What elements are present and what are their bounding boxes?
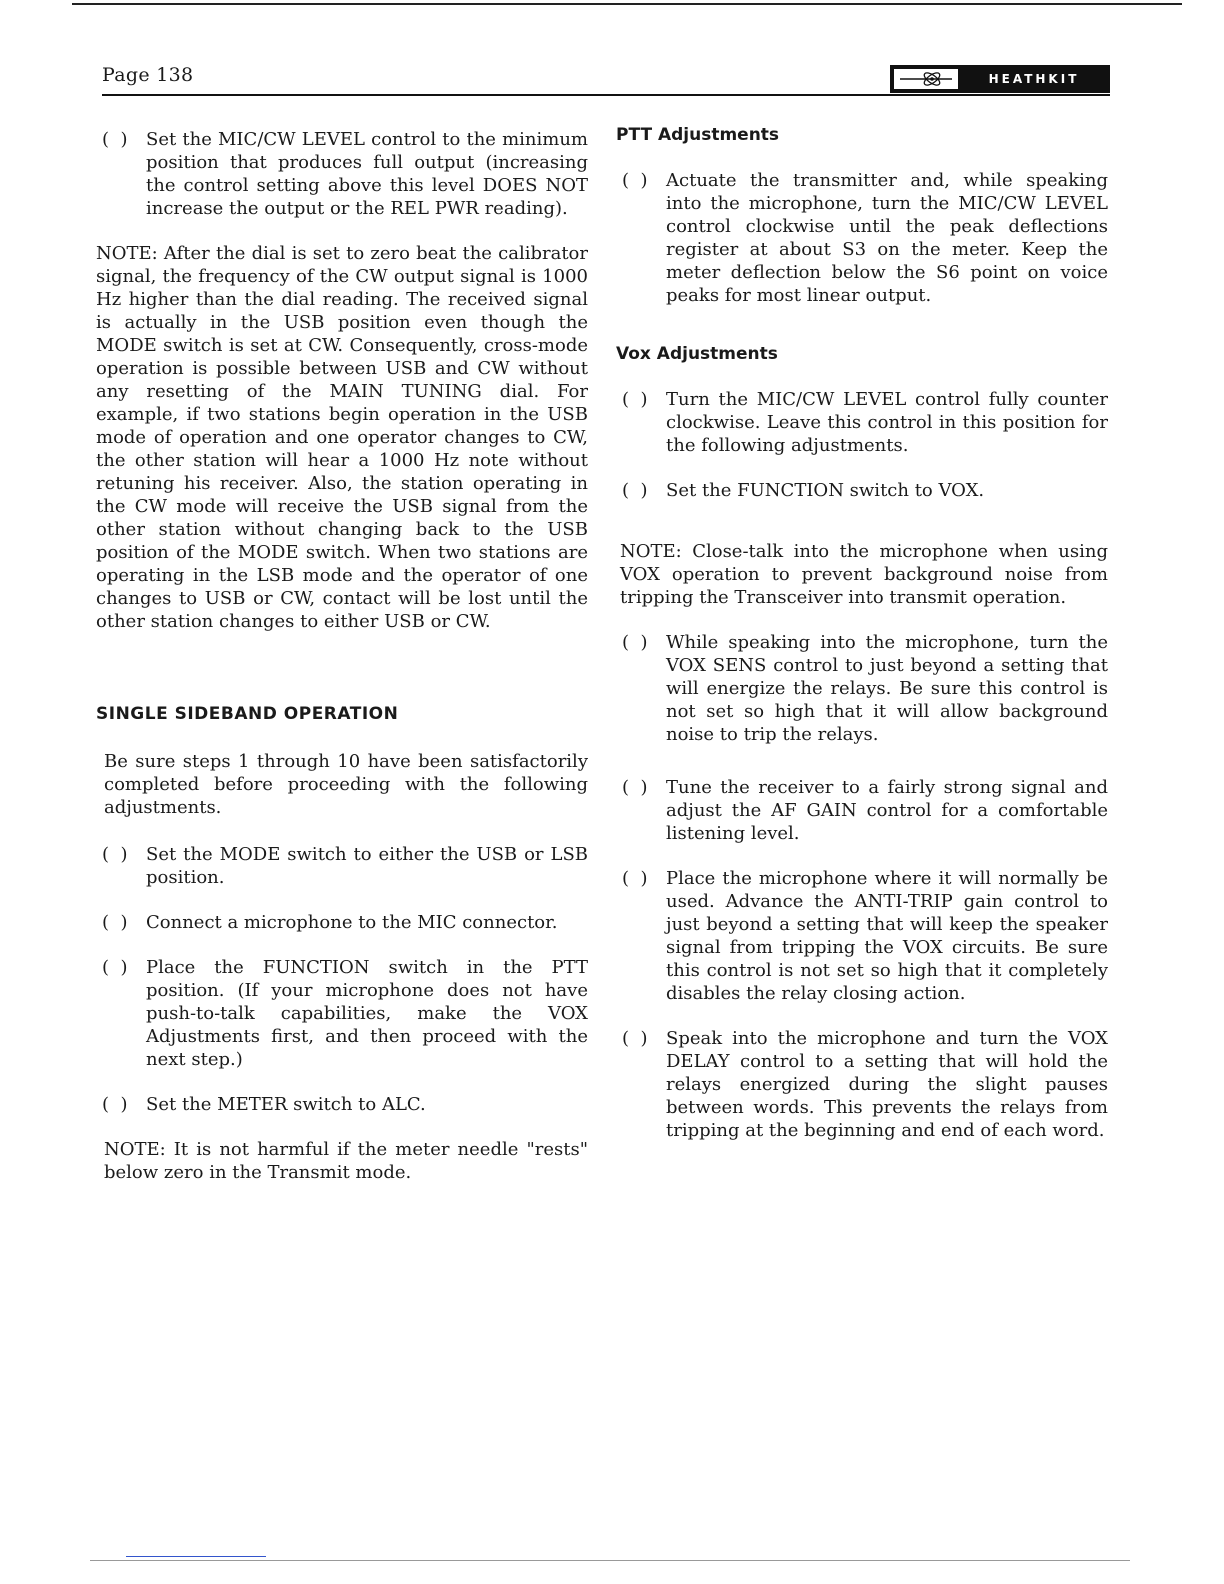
- checklist-step: [616, 1027, 1108, 1142]
- bottom-border-rule: [90, 1560, 1130, 1561]
- step-text: Tune the receiver to a fairly strong signal and adjust the AF GAIN control for a comfortable listening level.: [666, 777, 1108, 844]
- step-text: While speaking into the microphone, turn the VOX SENS control to just beyond a setting that will energize the relays. Be sure this control is not set so high that it will allow background noise to trip the relays.: [666, 632, 1108, 745]
- checkbox[interactable]: ( ): [102, 957, 128, 978]
- note-closetalk: NOTE: Close-talk into the microphone when using VOX operation to prevent background noise from tripping the Transceiver into transmit operation.: [620, 541, 1108, 608]
- step-text: Actuate the transmitter and, while speaking into the microphone, turn the MIC/CW LEVEL control clockwise until the peak deflections register at about S3 on the meter. Keep the meter deflection below the S6 point on voice peaks for most linear output.: [666, 170, 1108, 306]
- checklist-step: [96, 843, 588, 889]
- header-rule: [102, 94, 1110, 96]
- atom-emblem-icon: [892, 67, 960, 91]
- ssb-intro: Be sure steps 1 through 10 have been satisfactorily completed before proceeding with the following adjustments.: [104, 751, 588, 818]
- checklist-step: [616, 631, 1108, 746]
- section-heading-ssb: SINGLE SIDEBAND OPERATION: [96, 704, 399, 724]
- step-text: Set the METER switch to ALC.: [146, 1094, 426, 1115]
- right-column: [616, 124, 1108, 1164]
- checkbox[interactable]: ( ): [622, 632, 648, 653]
- checklist-step: [616, 479, 1108, 502]
- top-border-rule: [72, 3, 1182, 5]
- checkbox[interactable]: ( ): [622, 1028, 648, 1049]
- section-heading-vox: Vox Adjustments: [616, 344, 778, 364]
- heathkit-logo: [890, 65, 1110, 93]
- step-text: Set the FUNCTION switch to VOX.: [666, 480, 985, 501]
- checklist-step: [96, 1093, 588, 1116]
- note-meter: NOTE: It is not harmful if the meter needle "rests" below zero in the Transmit mode.: [104, 1139, 588, 1183]
- step-text: Set the MODE switch to either the USB or LSB position.: [146, 844, 588, 888]
- checkbox[interactable]: ( ): [622, 868, 648, 889]
- left-column: [96, 128, 588, 1206]
- checkbox[interactable]: ( ): [102, 912, 128, 933]
- scan-link-mark: [126, 1556, 266, 1557]
- note-zerobeat: NOTE: After the dial is set to zero beat the calibrator signal, the frequency of the CW output signal is 1000 Hz higher than the dial reading. The received signal is actually in the USB position even though the MODE switch is set at CW. Consequently, cross-mode operation is possible between USB and CW without any resetting of the MAIN TUNING dial. For example, if two stations begin operation in the USB mode of operation and one operator changes to CW, the other station will hear a 1000 Hz note without retuning his receiver. Also, the station operating in the CW mode will receive the USB signal from the other station without changing back to the USB position of the MODE switch. When two stations are operating in the LSB mode and the operator of one changes to USB or CW, contact will be lost until the other station changes to either USB or CW.: [96, 243, 588, 632]
- step-text: Speak into the microphone and turn the VOX DELAY control to a setting that will hold the relays energized during the slight pauses between words. This prevents the relays from tripping at the beginning and end of each word.: [666, 1028, 1108, 1141]
- checkbox[interactable]: ( ): [622, 777, 648, 798]
- step-text: Place the microphone where it will normally be used. Advance the ANTI-TRIP gain control to just beyond a setting that will keep the speaker signal from tripping the VOX circuits. Be sure this control is not set so high that it completely disables the relay closing action.: [666, 868, 1108, 1004]
- checklist-step: [616, 776, 1108, 845]
- checkbox[interactable]: ( ): [622, 170, 648, 191]
- page-header: [102, 62, 1110, 96]
- checkbox[interactable]: ( ): [622, 480, 648, 501]
- step-text: Turn the MIC/CW LEVEL control fully counter clockwise. Leave this control in this position for the following adjustments.: [666, 389, 1108, 456]
- checkbox[interactable]: ( ): [622, 389, 648, 410]
- brand-name: HEATHKIT: [988, 72, 1080, 86]
- checkbox[interactable]: ( ): [102, 129, 128, 150]
- step-text: Connect a microphone to the MIC connector.: [146, 912, 558, 933]
- section-heading-ptt: PTT Adjustments: [616, 125, 780, 145]
- checklist-step: [616, 388, 1108, 457]
- checklist-step: [96, 128, 588, 220]
- checklist-step: [616, 867, 1108, 1005]
- checklist-step: [96, 911, 588, 934]
- checklist-step: [616, 169, 1108, 307]
- page-number: Page 138: [102, 64, 194, 86]
- checkbox[interactable]: ( ): [102, 844, 128, 865]
- step-text: Set the MIC/CW LEVEL control to the minimum position that produces full output (increasing the control setting above this level DOES NOT increase the output or the REL PWR reading).: [146, 129, 588, 219]
- checkbox[interactable]: ( ): [102, 1094, 128, 1115]
- step-text: Place the FUNCTION switch in the PTT position. (If your microphone does not have push-to-talk capabilities, make the VOX Adjustments first, and then proceed with the next step.): [146, 957, 588, 1070]
- checklist-step: [96, 956, 588, 1071]
